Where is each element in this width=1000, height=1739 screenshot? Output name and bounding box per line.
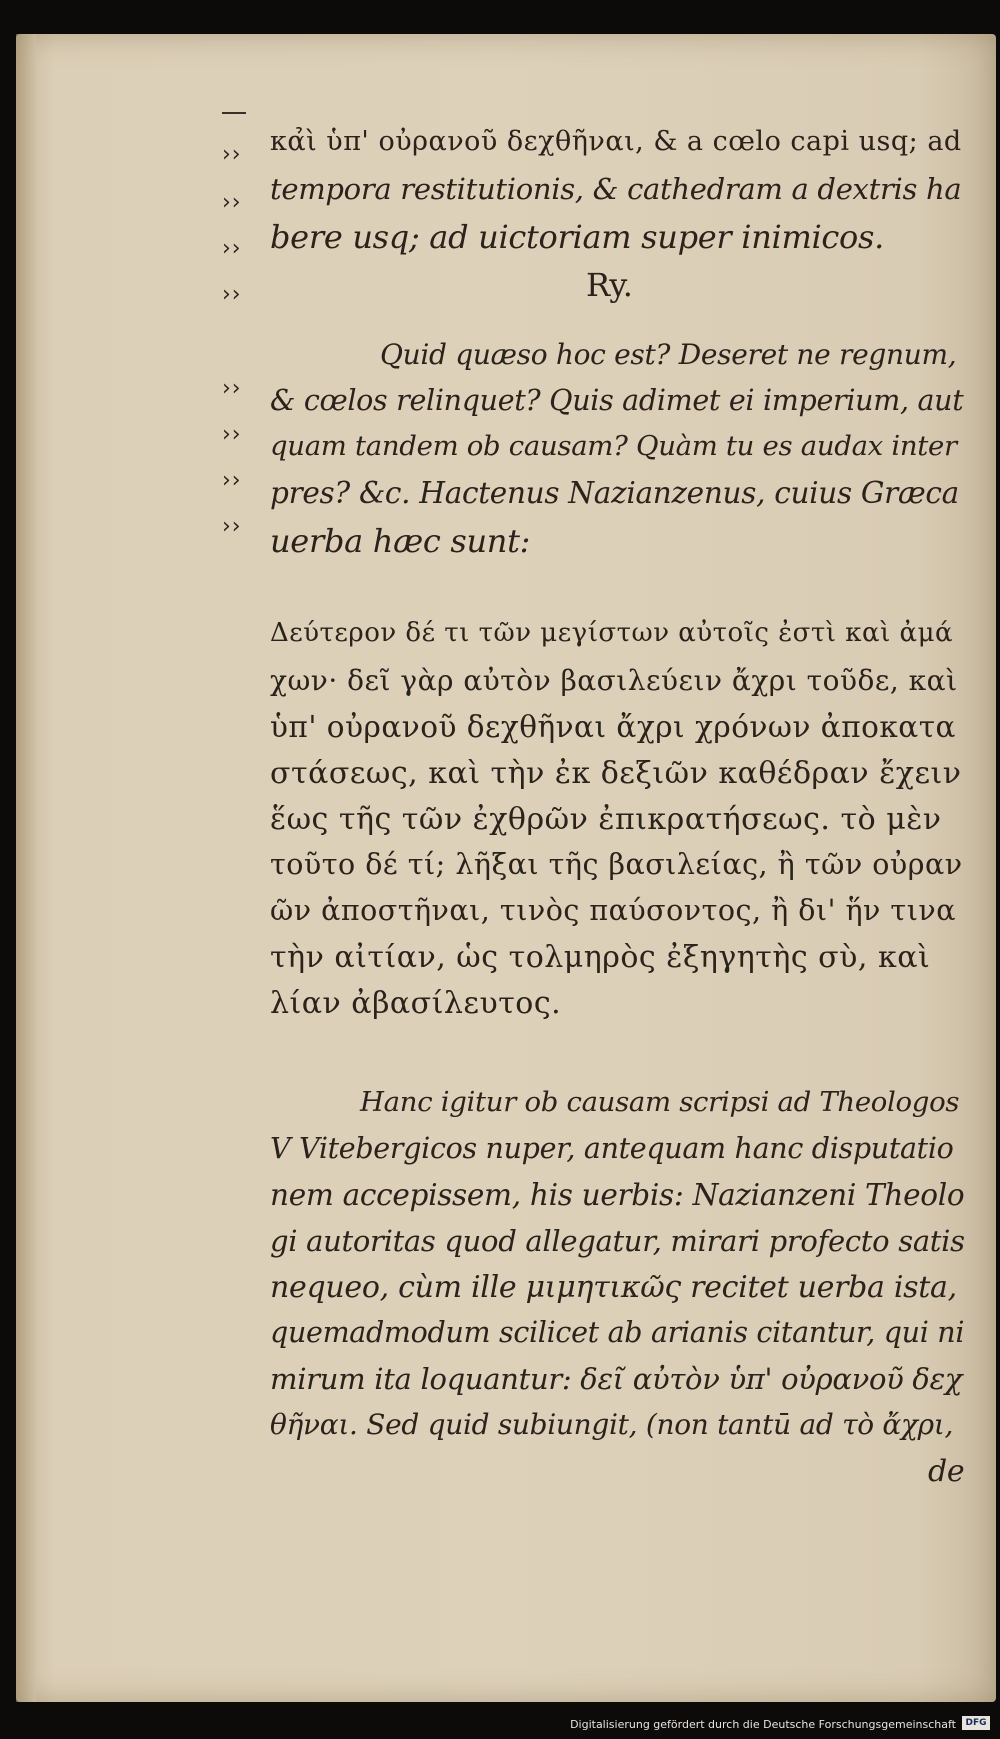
quote-mark: ›› xyxy=(222,514,242,539)
quote-mark: ›› xyxy=(222,236,242,261)
greek-line: ῶν ἀποστῆναι, τινὸς παύσοντος, ἢ δι' ἥν τινα xyxy=(270,894,956,927)
text-line: gi autoritas quod allegatur, mirari profecto satis xyxy=(270,1224,965,1258)
greek-line: στάσεως, καὶ τὴν ἐκ δεξιῶν καθέδραν ἔχειν xyxy=(270,756,962,791)
greek-line: Δεύτερον δέ τι τῶν μεγίστων αὐτοῖς ἐστὶ καὶ ἀμά xyxy=(270,618,954,648)
text-line: bere usq; ad uictoriam super inimicos. xyxy=(270,218,885,256)
footer-credit: Digitalisierung gefördert durch die Deutsche Forschungsgemeinschaft xyxy=(570,1718,956,1731)
text-line: mirum ita loquantur: δεῖ αὐτὸν ὑπ' οὐρανοῦ δεχ xyxy=(270,1362,963,1396)
greek-line: τοῦτο δέ τί; λῆξαι τῆς βασιλείας, ἢ τῶν οὐραν xyxy=(270,848,963,881)
quote-mark: ›› xyxy=(222,376,242,401)
page-binding-edge xyxy=(16,34,36,1702)
text-line: pres? &c. Hactenus Nazianzenus, cuius Græca xyxy=(270,476,959,510)
response-mark: Ry. xyxy=(586,266,633,304)
text-line: quemadmodum scilicet ab arianis citantur, qui ni xyxy=(270,1316,965,1349)
greek-line: τὴν αἰτίαν, ὡς τολμηρὸς ἐξηγητὴς σὺ, καὶ xyxy=(270,940,931,975)
quote-mark: ›› xyxy=(222,142,242,167)
text-line: nequeo, cùm ille μιμητικῶς recitet uerba ista, xyxy=(270,1270,957,1305)
text-line: quam tandem ob causam? Quàm tu es audax inter xyxy=(270,430,957,462)
greek-line: χων· δεῖ γὰρ αὐτὸν βασιλεύειν ἄχρι τοῦδε, καὶ xyxy=(270,664,958,697)
text-line: Quid quæso hoc est? Deseret ne regnum, xyxy=(380,338,957,371)
greek-line: λίαν ἀβασίλευτος. xyxy=(270,986,562,1021)
greek-line: ὑπ' οὐρανοῦ δεχθῆναι ἄχρι χρόνων ἀποκατα xyxy=(270,710,956,744)
quote-mark: ›› xyxy=(222,190,242,215)
text-line: κα̉ὶ ὑπ' οὐρανοῦ δεχθῆναι, & a cœlo capi usq; ad xyxy=(270,126,962,157)
quote-mark: ›› xyxy=(222,282,242,307)
quote-mark: ›› xyxy=(222,468,242,493)
catchword: de xyxy=(928,1454,965,1489)
dfg-logo-icon: DFG xyxy=(962,1716,990,1730)
text-line: θῆναι. Sed quid subiungit, (non tantū ad τὸ ἄχρι, xyxy=(270,1408,954,1441)
text-line: V Vitebergicos nuper, antequam hanc disputatio xyxy=(270,1132,954,1165)
text-line: tempora restitutionis, & cathedram a dextris ha xyxy=(270,172,962,206)
text-line: uerba hæc sunt: xyxy=(270,522,531,560)
margin-dash xyxy=(222,112,246,114)
greek-line: ἕως τῆς τῶν ἐχθρῶν ἐπικρατήσεως. τὸ μὲν xyxy=(270,802,942,837)
text-line: & cœlos relinquet? Quis adimet ei imperium, aut xyxy=(270,384,964,417)
text-line: nem accepissem, his uerbis: Nazianzeni Theolo xyxy=(270,1178,965,1212)
quote-mark: ›› xyxy=(222,422,242,447)
text-line: Hanc igitur ob causam scripsi ad Theologos xyxy=(360,1086,960,1118)
